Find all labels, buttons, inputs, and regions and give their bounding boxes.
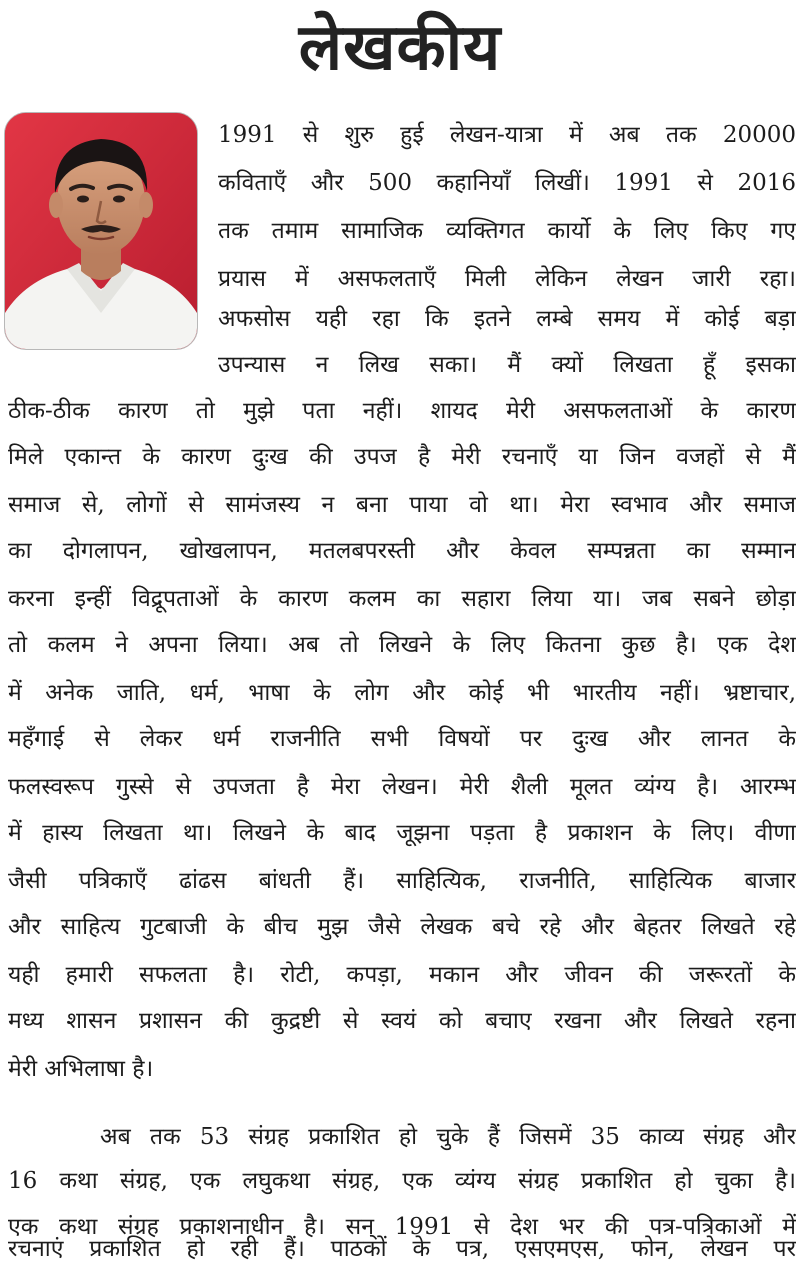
author-photo	[4, 112, 198, 350]
text-line: समाज से, लोगों से सामंजस्य न बना पाया वो था। मेरा स्वभाव और समाज	[8, 492, 796, 518]
text-line: 1991 से शुरु हुई लेखन-यात्रा में अब तक 20000	[218, 122, 796, 148]
text-line: रचनाएं प्रकाशित हो रही हैं। पाठकों के पत्र, एसएमएस, फोन, लेखन पर	[8, 1236, 796, 1262]
text-line: और साहित्य गुटबाजी के बीच मुझ जैसे लेखक बचे रहे और बेहतर लिखते रहे	[8, 914, 796, 940]
text-line: ठीक-ठीक कारण तो मुझे पता नहीं। शायद मेरी असफलताओं के कारण	[8, 398, 796, 424]
text-line: फलस्वरूप गुस्से से उपजता है मेरा लेखन। मेरी शैली मूलत व्यंग्य है। आरम्भ	[8, 774, 796, 800]
text-line: मिले एकान्त के कारण दुःख की उपज है मेरी रचनाएँ या जिन वजहों से मैं	[8, 444, 796, 470]
text-line: जैसी पत्रिकाएँ ढांढस बांधती हैं। साहित्यिक, राजनीति, साहित्यिक बाजार	[8, 868, 796, 894]
text-line: में अनेक जाति, धर्म, भाषा के लोग और कोई भी भारतीय नहीं। भ्रष्टाचार,	[8, 680, 796, 706]
text-line: 16 कथा संग्रह, एक लघुकथा संग्रह, एक व्यंग्य संग्रह प्रकाशित हो चुका है।	[8, 1168, 796, 1194]
text-line: कविताएँ और 500 कहानियाँ लिखीं। 1991 से 2016	[218, 170, 796, 196]
text-line: का दोगलापन, खोखलापन, मतलबपरस्ती और केवल सम्पन्नता का सम्मान	[8, 538, 796, 564]
text-line: तो कलम ने अपना लिया। अब तो लिखने के लिए कितना कुछ है। एक देश	[8, 632, 796, 658]
text-line: मेरी अभिलाषा है।	[8, 1056, 154, 1082]
text-line: महँगाई से लेकर धर्म राजनीति सभी विषयों पर दुःख और लानत के	[8, 726, 796, 752]
text-line: मध्य शासन प्रशासन की कुद्रष्टी से स्वयं को बचाए रखना और लिखते रहना	[8, 1008, 796, 1034]
text-line: अब तक 53 संग्रह प्रकाशित हो चुके हैं जिसमें 35 काव्य संग्रह और	[100, 1124, 796, 1150]
text-line: एक कथा संग्रह प्रकाशनाधीन है। सन् 1991 से देश भर की पत्र-पत्रिकाओं में	[8, 1214, 796, 1240]
text-line: प्रयास में असफलताएँ मिली लेकिन लेखन जारी रहा।	[218, 266, 796, 292]
text-line: करना इन्हीं विद्रूपताओं के कारण कलम का सहारा लिया या। जब सबने छोड़ा	[8, 586, 796, 612]
text-line: में हास्य लिखता था। लिखने के बाद जूझना पड़ता है प्रकाशन के लिए। वीणा	[8, 820, 796, 846]
text-line: अफसोस यही रहा कि इतने लम्बे समय में कोई बड़ा	[218, 306, 796, 332]
text-line: यही हमारी सफलता है। रोटी, कपड़ा, मकान और जीवन की जरूरतों के	[8, 962, 796, 988]
text-line: उपन्यास न लिख सका। मैं क्यों लिखता हूँ इसका	[218, 352, 796, 378]
text-line: तक तमाम सामाजिक व्यक्तिगत कार्यो के लिए किए गए	[218, 218, 796, 244]
page-title: लेखकीय	[298, 11, 502, 85]
